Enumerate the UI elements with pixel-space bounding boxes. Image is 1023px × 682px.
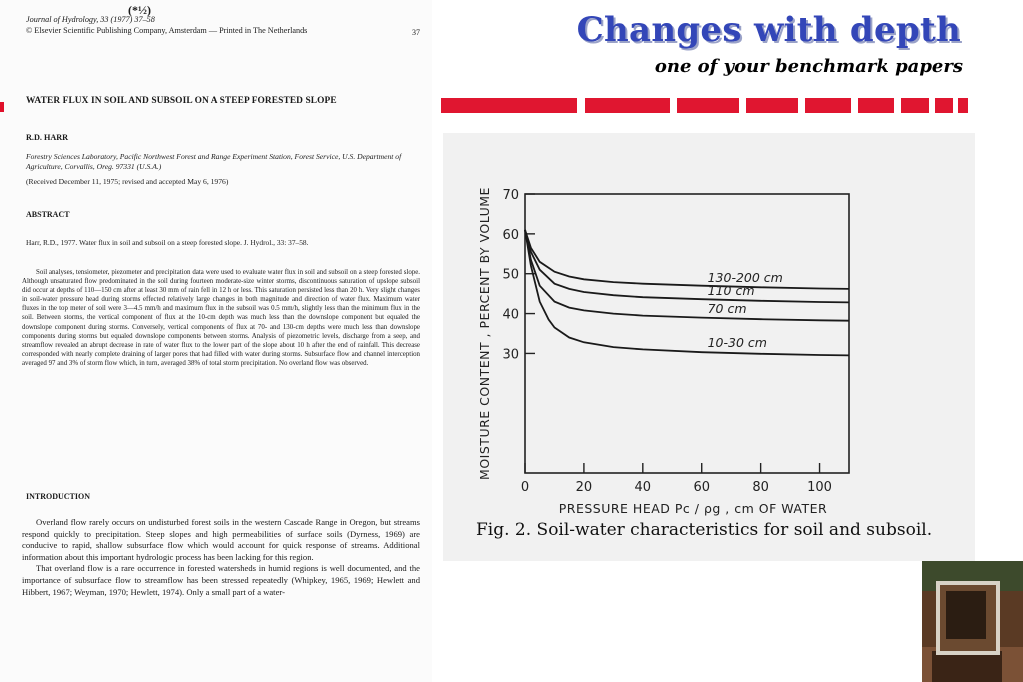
slide-subtitle: one of your benchmark papers bbox=[654, 56, 963, 77]
photo-pit bbox=[932, 651, 1002, 682]
figure-panel bbox=[443, 133, 975, 561]
x-axis-label: PRESSURE HEAD Pc / ρg , cm OF WATER bbox=[558, 501, 828, 516]
x-tick-label: 60 bbox=[693, 480, 711, 495]
paper-author: R.D. HARR bbox=[26, 133, 69, 142]
series-line bbox=[525, 230, 849, 356]
paper-affiliation: Forestry Sciences Laboratory, Pacific Northwest Forest and Range Experiment Station, Forest Service, U.S. Department of Agriculture, Corvallis, Oreg. 97331 (U.S.A.) bbox=[26, 152, 402, 171]
y-tick-label: 40 bbox=[502, 307, 519, 323]
introduction-body bbox=[22, 517, 420, 598]
y-tick-label: 50 bbox=[502, 267, 519, 283]
introduction-heading: INTRODUCTION bbox=[26, 492, 91, 501]
bar-segment bbox=[935, 98, 953, 113]
bar-segment bbox=[958, 98, 968, 113]
y-tick-label: 70 bbox=[502, 188, 519, 203]
x-tick-label: 80 bbox=[752, 480, 769, 495]
photo-frame-inner bbox=[946, 591, 986, 639]
bar-segment bbox=[901, 98, 929, 113]
figure-caption: Fig. 2. Soil-water characteristics for soil and subsoil. bbox=[476, 520, 933, 540]
series-label: 10-30 cm bbox=[707, 335, 767, 351]
abstract-heading: ABSTRACT bbox=[26, 210, 70, 219]
journal-line: Journal of Hydrology, 33 (1977) 37–58 bbox=[26, 15, 155, 24]
page-number: 37 bbox=[412, 28, 420, 37]
intro-paragraph-2: That overland flow is a rare occurrence in forested watersheds in humid regions is well documented, and the importance of subsurface flow to streamflow has been stressed repeatedly (Whipkey, 1965, 1969; Hewlett and Hibbert, 1967; Weyman, 1970; Hewlett, 1974). Only a small part of a water- bbox=[22, 563, 420, 597]
series-label: 110 cm bbox=[707, 283, 755, 299]
bar-segment bbox=[805, 98, 851, 113]
publisher-line: © Elsevier Scientific Publishing Company, Amsterdam — Printed in The Netherlands bbox=[26, 26, 308, 35]
intro-paragraph-1: Overland flow rarely occurs on undisturbed forest soils in the western Cascade Range in Oregon, but streams respond quickly to precipitation. Steep slopes and high permeabilities of surface soils (Dyrness, 1969) are conducive to rapid, shallow subsurface flow which would account for quick response of streams. Additional information about this important hydrologic process has been lacking for this region. bbox=[22, 517, 420, 562]
series-label: 130-200 cm bbox=[707, 270, 783, 286]
decorative-bar bbox=[441, 98, 971, 113]
accent-mark bbox=[0, 102, 4, 112]
bar-segment bbox=[677, 98, 739, 113]
y-axis-label: MOISTURE CONTENT , PERCENT BY VOLUME bbox=[477, 187, 492, 480]
bar-segment bbox=[441, 98, 577, 113]
x-tick-label: 0 bbox=[520, 480, 530, 495]
x-tick-label: 40 bbox=[634, 480, 652, 495]
plot-frame bbox=[525, 194, 849, 473]
received-date: (Received December 11, 1975; revised and accepted May 6, 1976) bbox=[26, 177, 229, 186]
series-line bbox=[525, 230, 849, 321]
paper-title: WATER FLUX IN SOIL AND SUBSOIL ON A STEEP FORESTED SLOPE bbox=[26, 96, 337, 106]
bar-segment bbox=[746, 98, 798, 113]
series-line bbox=[525, 230, 849, 289]
citation: Harr, R.D., 1977. Water flux in soil and subsoil on a steep forested slope. J. Hydrol., 33: 37–58. bbox=[26, 238, 309, 247]
soil-pit-photo bbox=[922, 561, 1023, 682]
series-line bbox=[525, 230, 849, 303]
abstract-body: Soil analyses, tensiometer, piezometer and precipitation data were used to evaluate water flux in soil and subsoil on a steep forested slope. Although unsaturated flow predominated in the soil during fourteen moderate-size winter storms, discontinuous saturation of upslope subsoil did occur at depths of 110—150 cm after at least 30 mm of rain fell in 12 h or less. This saturation persisted less than 20 h. Very slight changes in soil-water pressure head during storms effected relatively large changes in both magnitude and direction of water flux. Maximum water fluxes in the top meter of soil were 3—4.5 mm/h and maximum flux in the subsoil was 0.5 mm/h, slightly less than the minimum flux in the soil. Between storms, the vertical component of flux at the 10-cm depth was much less than the downslope component but equaled the downslope component during storms. Conversely, vertical components of flux at 70- and 130-cm depths were much less than downslope components during storms but equaled downslope components between storms. Analysis of piezometric levels, discharge from a seep, and streamflow revealed an abrupt decrease in rate of water flux to the lower part of the slope about 10 h after the end of rainfall. This decrease corresponded with nearly complete draining of larger pores that had filled with water during storms. Subsurface flow and channel interception averaged 97 and 3% of storm flow which, in turn, averaged 38% of total storm precipitation. No overland flow was observed. bbox=[22, 269, 420, 367]
soil-water-chart bbox=[443, 133, 975, 561]
paper-page bbox=[0, 0, 432, 682]
y-tick-label: 30 bbox=[502, 347, 519, 363]
x-tick-label: 100 bbox=[807, 480, 832, 495]
journal-header bbox=[26, 14, 386, 36]
handwritten-note: (*½) bbox=[128, 3, 151, 17]
series-label: 70 cm bbox=[707, 300, 747, 316]
y-tick-label: 60 bbox=[502, 227, 519, 243]
x-tick-label: 20 bbox=[575, 480, 593, 495]
bar-segment bbox=[858, 98, 894, 113]
bar-segment bbox=[585, 98, 670, 113]
slide-title: Changes with depth bbox=[576, 10, 961, 50]
